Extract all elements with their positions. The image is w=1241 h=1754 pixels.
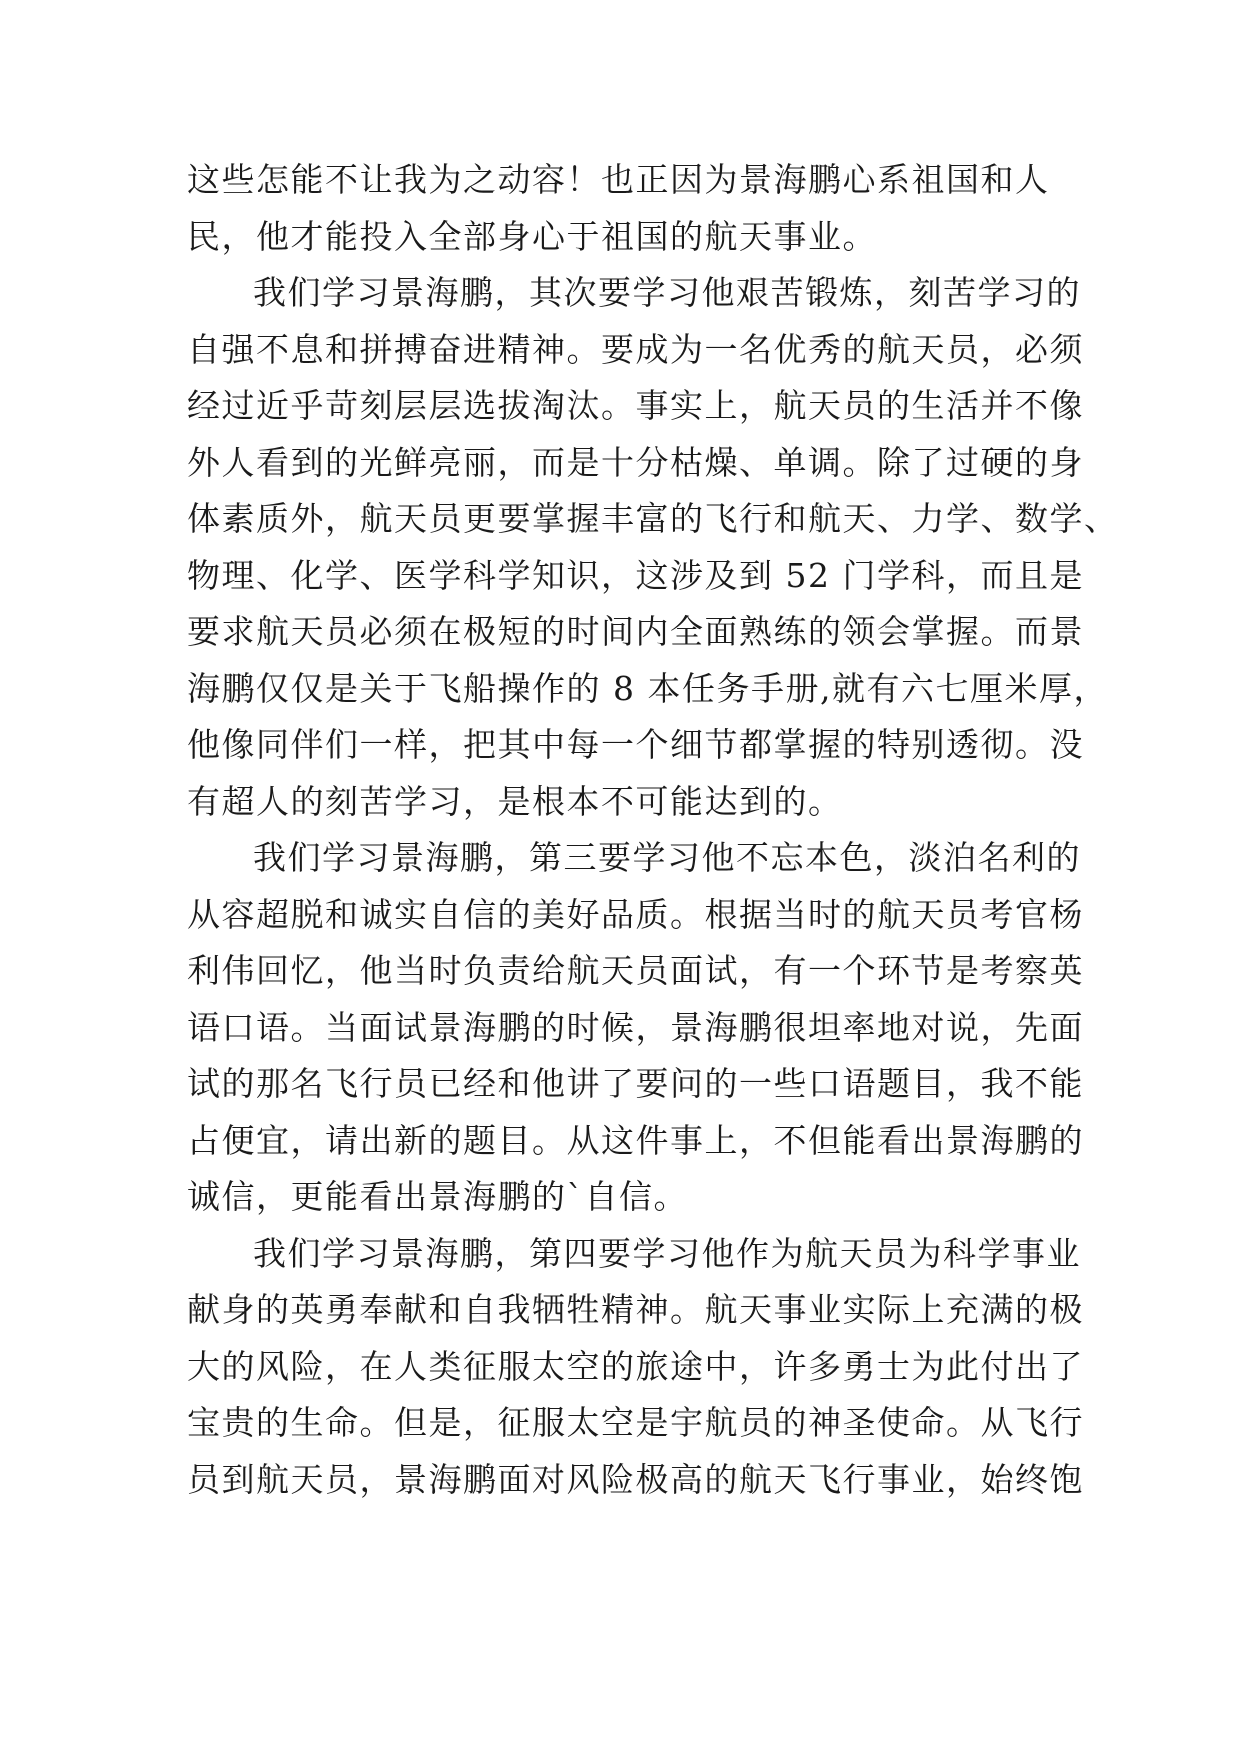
text-line: 自强不息和拼搏奋进精神。要成为一名优秀的航天员，必须 (187, 329, 1084, 369)
document-body (187, 152, 1119, 1508)
text-line: 经过近乎苛刻层层选拔淘汰。事实上，航天员的生活并不像 (187, 386, 1084, 425)
text-line: 从容超脱和诚实自信的美好品质。根据当时的航天员考官杨 (187, 894, 1084, 934)
text-line: 利伟回忆，他当时负责给航天员面试，有一个环节是考察英 (187, 951, 1084, 990)
paragraph-first-line: 我们学习景海鹏，其次要学习他艰苦锻炼，刻苦学习的 (253, 273, 1081, 312)
text-line: 海鹏仅仅是关于飞船操作的 8 本任务手册,就有六七厘米厚， (187, 668, 1108, 708)
text-line: 献身的英勇奉献和自我牺牲精神。航天事业实际上充满的极 (187, 1290, 1084, 1329)
text-line: 外人看到的光鲜亮丽，而是十分枯燥、单调。除了过硬的身 (187, 442, 1084, 482)
text-line: 体素质外，航天员更要掌握丰富的飞行和航天、力学、数学、 (187, 499, 1119, 538)
text-line: 员到航天员，景海鹏面对风险极高的航天飞行事业，始终饱 (187, 1459, 1084, 1499)
text-line: 他像同伴们一样，把其中每一个细节都掌握的特别透彻。没 (187, 725, 1084, 764)
paragraph-first-line: 我们学习景海鹏，第四要学习他作为航天员为科学事业 (253, 1233, 1081, 1273)
text-line: 占便宜，请出新的题目。从这件事上，不但能看出景海鹏的 (187, 1120, 1084, 1160)
text-line: 要求航天员必须在极短的时间内全面熟练的领会掌握。而景 (187, 612, 1084, 651)
text-line: 大的风险，在人类征服太空的旅途中，许多勇士为此付出了 (187, 1346, 1084, 1386)
text-line: 民，他才能投入全部身心于祖国的航天事业。 (187, 216, 877, 256)
paragraph-first-line: 我们学习景海鹏，第三要学习他不忘本色，淡泊名利的 (253, 838, 1081, 877)
text-line: 试的那名飞行员已经和他讲了要问的一些口语题目，我不能 (187, 1064, 1084, 1103)
text-line: 语口语。当面试景海鹏的时候，景海鹏很坦率地对说，先面 (187, 1007, 1084, 1047)
text-line: 物理、化学、医学科学知识，这涉及到 52 门学科，而且是 (187, 555, 1084, 595)
text-line: 这些怎能不让我为之动容！也正因为景海鹏心系祖国和人 (187, 160, 1050, 199)
text-line: 宝贵的生命。但是，征服太空是宇航员的神圣使命。从飞行 (187, 1403, 1084, 1442)
text-line: 诚信，更能看出景海鹏的`自信。 (187, 1177, 688, 1216)
text-line: 有超人的刻苦学习，是根本不可能达到的。 (187, 781, 843, 821)
